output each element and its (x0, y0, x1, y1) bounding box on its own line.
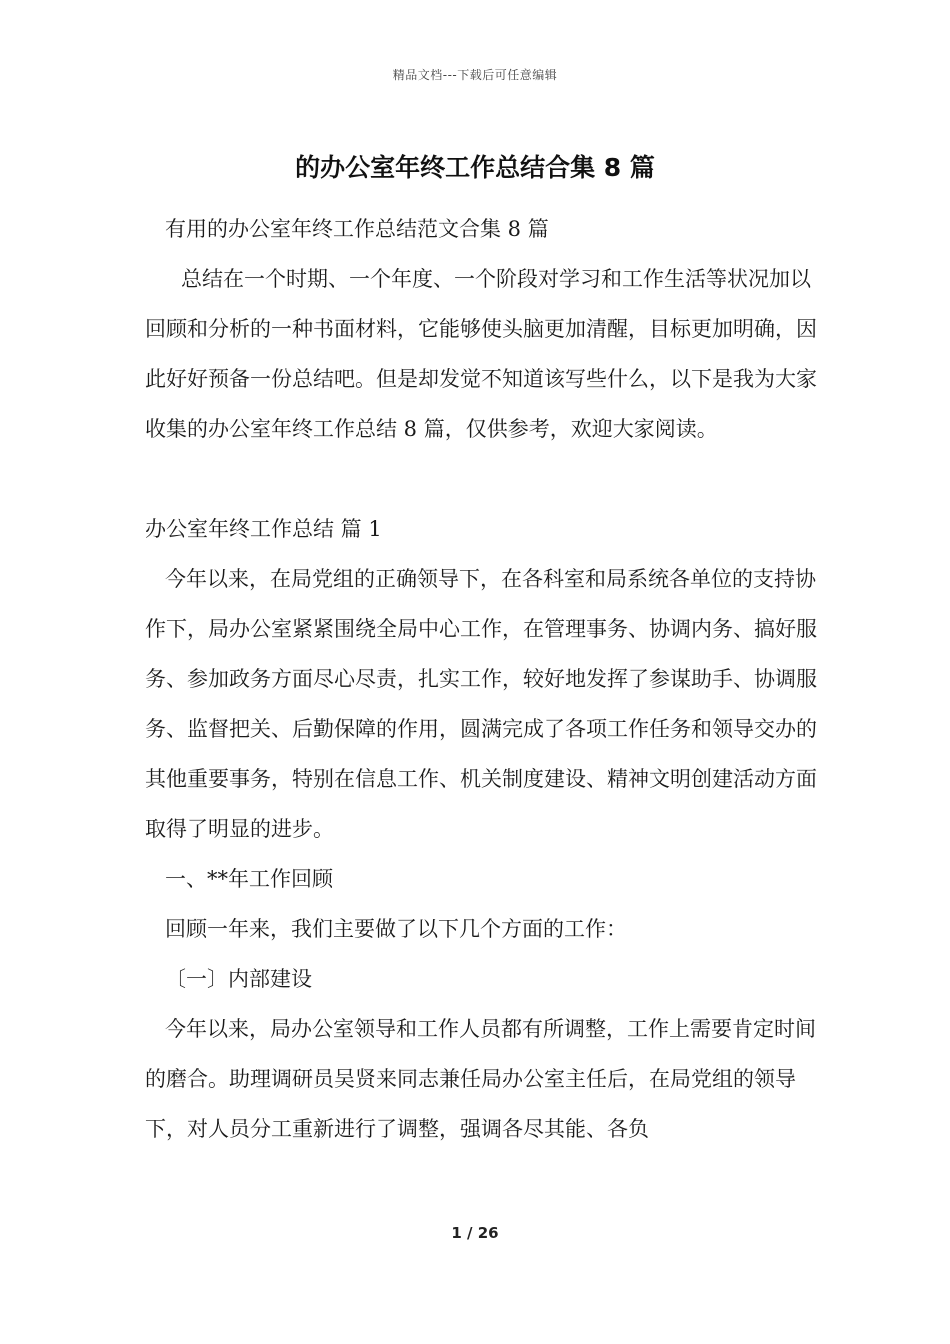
paragraph-1: 今年以来，在局党组的正确领导下，在各科室和局系统各单位的支持协作下，局办公室紧紧围绕全局中心工作，在管理事务、协调内务、搞好服务、参加政务方面尽心尽责，扎实工作，较好地发挥了参谋助手、协调服务、监督把关、后勤保障的作用，圆满完成了各项工作任务和领导交办的其他重要事务，特别在信息工作、机关制度建设、精神文明创建活动方面取得了明显的进步。 (145, 567, 817, 841)
intro-paragraph: 总结在一个时期、一个年度、一个阶段对学习和工作生活等状况加以回顾和分析的一种书面材料，它能够使头脑更加清醒，目标更加明确，因此好好预备一份总结吧。但是却发觉不知道该写些什么，以下是我为大家收集的办公室年终工作总结 8 篇，仅供参考，欢迎大家阅读。 (145, 267, 817, 441)
page-number: 1 / 26 (451, 1224, 499, 1242)
document-title: 的办公室年终工作总结合集 8 篇 (295, 153, 655, 182)
document-subtitle: 有用的办公室年终工作总结范文合集 8 篇 (165, 217, 549, 241)
spacer (145, 454, 817, 504)
heading-internal: 〔一〕内部建设 (165, 967, 312, 991)
page-header: 精品文档---下载后可任意编辑 (392, 68, 558, 82)
paragraph-3: 今年以来，局办公室领导和工作人员都有所调整，工作上需要肯定时间的磨合。助理调研员吴贤来同志兼任局办公室主任后，在局党组的领导下，对人员分工重新进行了调整，强调各尽其能、各负 (145, 1017, 816, 1141)
section-heading: 办公室年终工作总结 篇 1 (145, 517, 382, 541)
paragraph-2: 回顾一年来，我们主要做了以下几个方面的工作： (165, 917, 627, 941)
heading-review: 一、**年工作回顾 (165, 867, 333, 891)
document-body (145, 204, 817, 1154)
